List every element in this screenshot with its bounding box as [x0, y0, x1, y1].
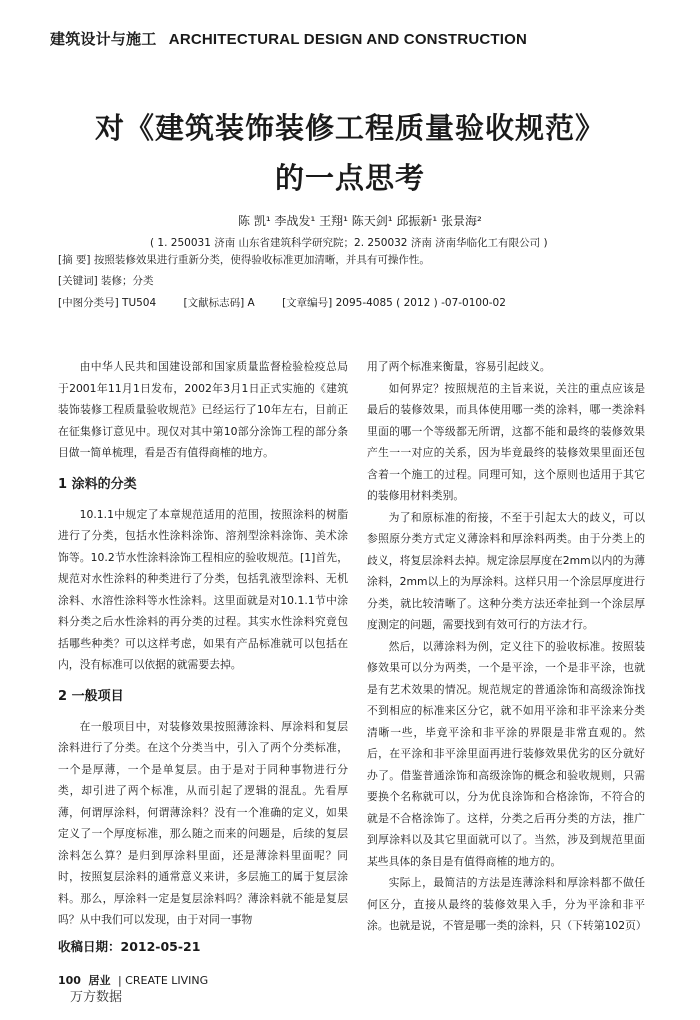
- affiliation: ( 1. 250031 济南 山东省建筑科学研究院；2. 250032 济南 济南华临化工有限公司 ): [150, 237, 548, 249]
- right-paragraph-2: 如何界定？按照规范的主旨来说，关注的重点应该是最后的装修效果，而具体使用哪一类的涂料，哪一类涂料里面的哪一个等级都无所谓，这都不能和最终的装修效果产生一一对应的关系，因为毕竟最终的装修效果里面还包含着一个施工的过程。同理可知，这个原则也适用于其它的装修用材料类别。: [367, 381, 645, 502]
- watermark: 万方数据: [70, 990, 123, 1005]
- right-paragraph-5: 实际上，最简洁的方法是连薄涂料和厚涂料都不做任何区分，直接从最终的装修效果入手，分为平涂和非平涂。也就是说，不管是哪一类的涂料，只（下转第102页）: [367, 876, 647, 932]
- article-title-line2: 的一点思考: [274, 161, 425, 195]
- magazine-name-en: | CREATE LIVING: [117, 974, 209, 987]
- journal-name-zh: 建筑设计与施工: [50, 31, 157, 48]
- clc-number: [中图分类号] TU504: [58, 297, 157, 309]
- classification-line: [58, 295, 530, 310]
- keywords: [关键词] 装修；分类: [58, 275, 154, 287]
- article-title-line1: 对《建筑装饰装修工程质量验收规范》: [94, 111, 605, 145]
- journal-name-en: ARCHITECTURAL DESIGN AND CONSTRUCTION: [168, 31, 528, 48]
- section-2-paragraph: 在一般项目中，对装修效果按照薄涂料、厚涂料和复层涂料进行了分类。在这个分类当中，引入了两个分类标准，一个是厚薄，一个是单复层。由于是对于同种事物进行分类，却引进了两个标准，从而引起了逻辑的混乱。先看厚薄，何谓厚涂料，何谓薄涂料？没有一个准确的定义，如果定义了一个厚度标准，那么随之而来的问题是，后续的复层涂料怎么算？是归到厚涂料里面，还是薄涂料里面呢？同时，按照复层涂料的通常意义来讲，多层施工的属于复层涂料。那么，厚涂料一定是复层涂料吗？薄涂料就不能是复层吗？从中我们可以发现，由于对同一事物: [58, 719, 348, 926]
- magazine-name-zh: 居业: [88, 974, 111, 987]
- document-code: [文献标志码] A: [183, 297, 255, 309]
- authors: 陈 凯¹ 李战发¹ 王翔¹ 陈天剑¹ 邱振新¹ 张景海²: [238, 214, 482, 228]
- abstract: [摘 要] 按照装修效果进行重新分类，使得验收标准更加清晰，并具有可操作性。: [58, 254, 430, 266]
- intro-paragraph: 由中华人民共和国建设部和国家质量监督检验检疫总局于2001年11月1日发布，2002年3月1日正式实施的《建筑装饰装修工程质量验收规范》已经运行了10年左右，目前正在征集修订意见中。现仅对其中第10部分涂饰工程的部分条目做一简单梳理，看是否有值得商榷的地方。: [58, 360, 348, 459]
- left-column: [58, 356, 348, 931]
- page-number: 100: [58, 974, 81, 987]
- right-paragraph-3: 为了和原标准的衔接，不至于引起太大的歧义，可以参照原分类方式定义薄涂料和厚涂料两类。由于分类上的歧义，将复层涂料去掉。规定涂层厚度在2mm以内的为薄涂料，2mm以上的为厚涂料。这样只用一个涂层厚度进行分类，就比较清晰了。这种分类方法还牵扯到一个涂层厚度测定的问题，需要找到有效可行的方法才行。: [367, 510, 645, 631]
- section-2-heading: 2 一般项目: [58, 688, 124, 704]
- article-number: [文章编号] 2095-4085 ( 2012 ) -07-0100-02: [282, 297, 506, 309]
- right-paragraph-4: 然后，以薄涂料为例，定义往下的验收标准。按照装修效果可以分为两类，一个是平涂，一个是非平涂，也就是有艺术效果的情况。规范规定的普通涂饰和高级涂饰找不到相应的标准来区分它，就不如用平涂和非平涂来分类清晰一些，毕竟平涂和非平涂的界限是非常直观的。然后，在平涂和非平涂里面再进行装修效果优劣的区分就好办了。借鉴普通涂饰和高级涂饰的概念和验收规则，只需要换个名称就可以，分为优良涂饰和合格涂饰，不符合的就是不合格涂饰了。这样，分类之后再分类的方法，推广到厚涂料以及其它里面就可以了。当然，涉及到规范里面某些具体的条目是有值得商榷的地方的。: [367, 639, 645, 868]
- section-1-paragraph: 10.1.1中规定了本章规范适用的范围，按照涂料的树脂进行了分类，包括水性涂料涂饰、溶剂型涂料涂饰、美术涂饰等。10.2节水性涂料涂饰工程相应的验收规范。[1]首先，规范对水性涂料的种类进行了分类，包括乳液型涂料、无机涂料、水溶性涂料等水性涂料。这里面就是对10.1.1节中涂料分类之后水性涂料的再分类的过程。其实水性涂料究竟包括哪些种类？可以这样考虑，如果有产品标准就可以包括在内，没有标准可以依据的就需要去掉。: [58, 507, 348, 671]
- received-date: 收稿日期：2012-05-21: [58, 939, 201, 954]
- section-1-heading: 1 涂料的分类: [58, 476, 137, 492]
- journal-header: [50, 28, 527, 49]
- right-column: [367, 356, 645, 937]
- right-paragraph-1: 用了两个标准来衡量，容易引起歧义。: [367, 360, 551, 373]
